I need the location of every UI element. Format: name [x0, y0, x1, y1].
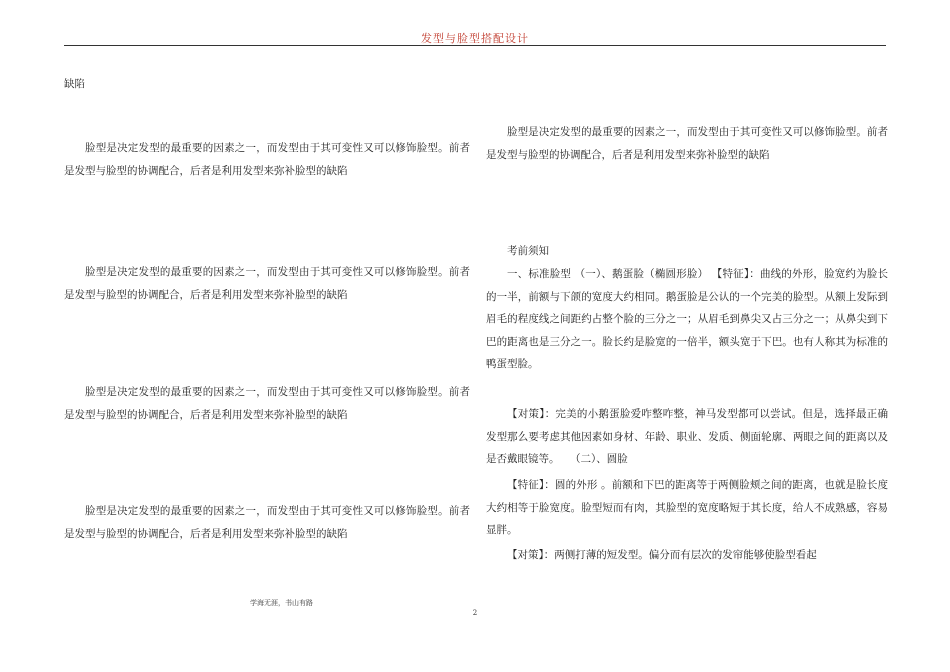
paragraph: 一、标准脸型 （一）、鹅蛋脸（椭圆形脸） 【特征】：曲线的外形，脸宽约为脸长的一半，前额与下颌的宽度大约相同。鹅蛋脸是公认的一个完美的脸型。从额上发际到眉毛的程度线之间距约占整个脸的三分之一；从眉毛到鼻尖又占三分之一；从鼻尖到下巴的距离也是三分之一。脸长约是脸宽的一倍半，额头宽于下巴。也有人称其为标准的鸭蛋型脸。 — [486, 268, 888, 370]
paragraph: 【对策】：完美的小鹅蛋脸爱咋整咋整，神马发型都可以尝试。但是，选择最正确发型那么要考虑其他因素如身材、年龄、职业、发质、侧面轮廓、两眼之间的距离以及是否戴眼镜等。 （二）、圆脸 — [486, 408, 888, 465]
page-header-title: 发型与脸型搭配设计 — [421, 32, 529, 45]
paragraph: 【对策】：两侧打薄的短发型。偏分而有层次的发帘能够使脸型看起 — [507, 549, 817, 561]
paragraph-fragment: 缺陷 — [64, 78, 85, 90]
header-divider — [64, 45, 886, 46]
paragraph: 脸型是决定发型的最重要的因素之一，而发型由于其可变性又可以修饰脸型。前者是发型与脸型的协调配合，后者是利用发型来弥补脸型的缺陷 — [64, 505, 470, 540]
paragraph: 脸型是决定发型的最重要的因素之一，而发型由于其可变性又可以修饰脸型。前者是发型与脸型的协调配合，后者是利用发型来弥补脸型的缺陷 — [64, 266, 470, 301]
paragraph: 【特征】：圆的外形 。前额和下巴的距离等于两侧脸颊之间的距离，也就是脸长度大约相等于脸宽度。脸型短而有肉，其脸型的宽度略短于其长度，给人不成熟感，容易显胖。 — [486, 479, 888, 536]
paragraph: 脸型是决定发型的最重要的因素之一，而发型由于其可变性又可以修饰脸型。前者是发型与脸型的协调配合，后者是利用发型来弥补脸型的缺陷 — [64, 142, 470, 177]
footer-motto: 学海无涯，书山有路 — [250, 599, 313, 607]
paragraph: 脸型是决定发型的最重要的因素之一，而发型由于其可变性又可以修饰脸型。前者是发型与脸型的协调配合，后者是利用发型来弥补脸型的缺陷 — [64, 386, 470, 421]
paragraph: 脸型是决定发型的最重要的因素之一，而发型由于其可变性又可以修饰脸型。前者是发型与脸型的协调配合，后者是利用发型来弥补脸型的缺陷 — [486, 126, 888, 161]
section-heading: 考前须知 — [507, 245, 549, 257]
page-number: 2 — [472, 609, 478, 617]
